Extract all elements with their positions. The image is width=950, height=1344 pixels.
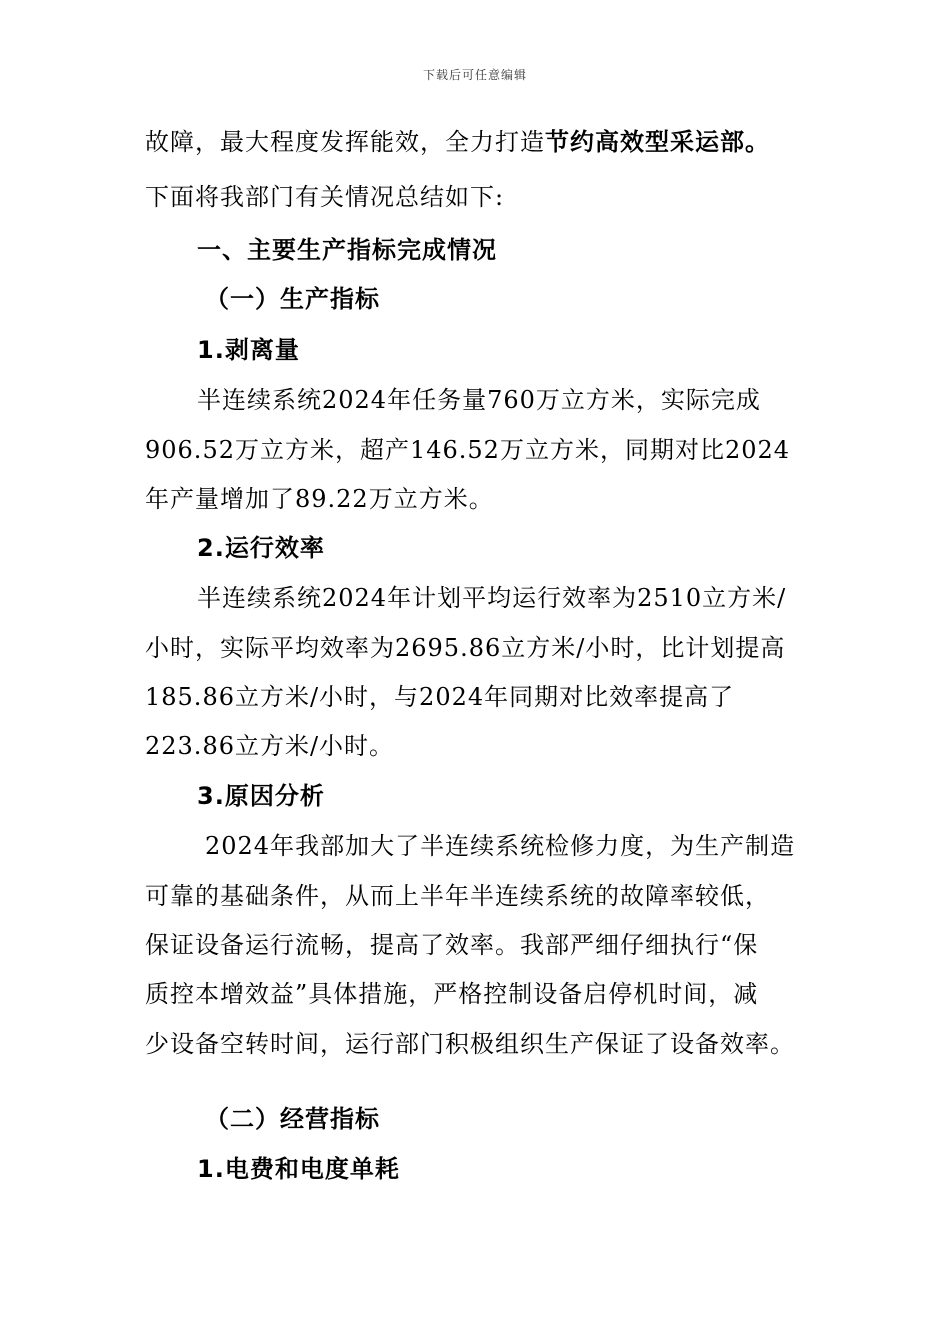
text-line: 906.52万立方米，超产146.52万立方米，同期对比2024 xyxy=(145,436,791,464)
subsection-heading: （二）经营指标 xyxy=(205,1105,380,1133)
bold-text-segment: 节约高效型采运部。 xyxy=(545,128,770,156)
text-line: 2024年我部加大了半连续系统检修力度，为生产制造 xyxy=(205,832,796,860)
text-line: 保证设备运行流畅，提高了效率。我部严细仔细执行“保 xyxy=(145,931,759,959)
text-line: 质控本增效益”具体措施，严格控制设备启停机时间，减 xyxy=(145,980,759,1008)
text-line: 少设备空转时间，运行部门积极组织生产保证了设备效率。 xyxy=(145,1030,795,1058)
item-heading: 3.原因分析 xyxy=(197,782,325,810)
text-line: 223.86立方米/小时。 xyxy=(145,732,395,760)
text-line: 半连续系统2024年计划平均运行效率为2510立方米/ xyxy=(197,584,787,612)
text-line xyxy=(145,128,770,156)
item-heading: 2.运行效率 xyxy=(197,534,325,562)
text-line: 小时，实际平均效率为2695.86立方米/小时，比计划提高 xyxy=(145,634,786,662)
text-segment: 故障，最大程度发挥能效，全力打造 xyxy=(145,128,545,156)
text-line: 半连续系统2024年任务量760万立方米，实际完成 xyxy=(197,386,761,414)
section-heading: 一、主要生产指标完成情况 xyxy=(197,236,497,264)
text-line: 可靠的基础条件，从而上半年半连续系统的故障率较低， xyxy=(145,882,770,910)
item-heading: 1.剥离量 xyxy=(197,336,300,364)
text-line: 年产量增加了89.22万立方米。 xyxy=(145,485,494,513)
item-heading: 1.电费和电度单耗 xyxy=(197,1155,400,1183)
subsection-heading: （一）生产指标 xyxy=(205,285,380,313)
page-header-note: 下载后可任意编辑 xyxy=(422,68,527,82)
text-line: 下面将我部门有关情况总结如下: xyxy=(145,183,505,211)
text-line: 185.86立方米/小时，与2024年同期对比效率提高了 xyxy=(145,683,735,711)
